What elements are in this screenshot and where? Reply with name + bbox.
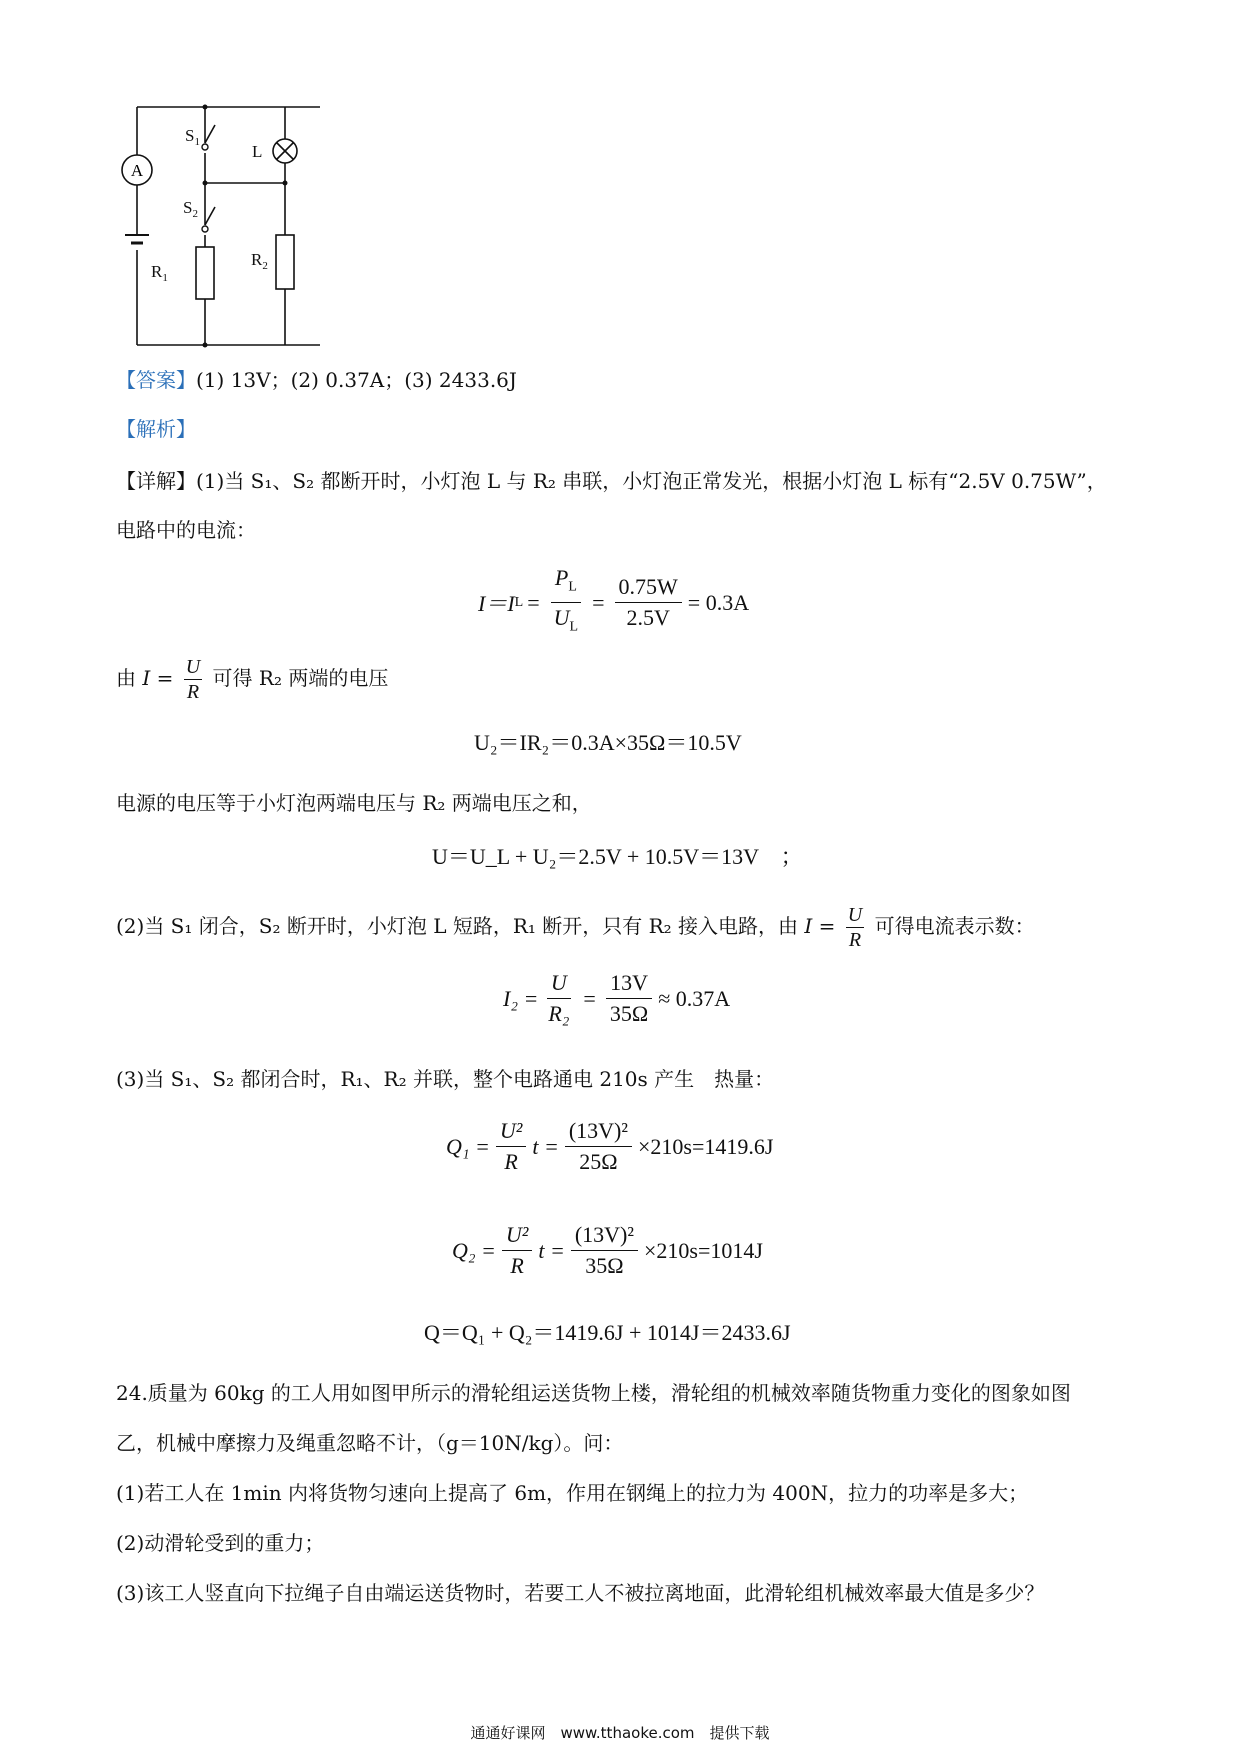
analysis-tag: 【解析】 [116, 417, 196, 441]
r2-label: R [251, 250, 263, 269]
eq5-lhs: Q₁ = [446, 1133, 490, 1159]
eq1-f2-num: 0.75W [615, 574, 682, 603]
line5-pre: (2)当 S₁ 闭合，S₂ 断开时，小灯泡 L 短路，R₁ 断开，只有 R₂ 接入电路，由 [116, 914, 799, 938]
eq4-fraction-values [606, 970, 652, 1027]
question-24-q1: (1)若工人在 1min 内将货物匀速向上提高了 6m，作用在钢绳上的拉力为 400N，拉力的功率是多大； [116, 1481, 1029, 1505]
eq1-result: = 0.3A [687, 589, 750, 615]
eq5-t: t = [532, 1133, 559, 1159]
r1-label: R [151, 262, 163, 281]
eq5-f1-num: U² [496, 1118, 526, 1147]
eq6-lhs: Q₂ = [452, 1237, 496, 1263]
eq1-f2-den: 2.5V [626, 605, 670, 631]
equation-q1 [446, 1118, 773, 1175]
eq4-f2-den: 35Ω [609, 1001, 649, 1026]
eq5-f2-den: 25Ω [579, 1149, 618, 1174]
detail-line-4: 电源的电压等于小灯泡两端电压与 R₂ 两端电压之和， [116, 791, 592, 815]
eq1-lhs: I＝I [478, 591, 515, 617]
eq1-f1-den: U [553, 605, 570, 631]
line5-post: 可得电流表示数： [874, 914, 1035, 938]
line3-num: U [185, 656, 201, 678]
line5-num: U [847, 904, 863, 926]
ammeter-label: A [130, 161, 144, 180]
equation-u2: U₂＝IR₂＝0.3A×35Ω＝10.5V [474, 730, 742, 755]
line3-fraction [184, 655, 202, 704]
eq1-f1-num: P [554, 565, 569, 590]
detail-tag: 【详解】 [116, 469, 196, 493]
answer-text: (1) 13V；(2) 0.37A；(3) 2433.6J [196, 368, 517, 392]
svg-text:R1 [151, 262, 168, 284]
svg-text:S1 [185, 126, 200, 148]
eq6-result: ×210s=1014J [643, 1237, 763, 1263]
s2-label: S [183, 198, 193, 217]
eq5-fraction-symbolic [496, 1118, 526, 1175]
eq6-t: t = [538, 1237, 565, 1263]
r2-sub: 2 [262, 260, 268, 272]
s1-sub: 1 [194, 136, 200, 148]
s1-label: S [185, 126, 195, 145]
eq4-fraction-symbolic [544, 970, 573, 1027]
answer-tag: 【答案】 [116, 368, 196, 392]
eq4-f2-num: 13V [606, 970, 652, 999]
eq1-lhs-sub: L [514, 594, 524, 610]
svg-text:R2 [251, 250, 268, 272]
page-footer: 通通好课网 www.tthaoke.com 提供下载 [470, 1724, 770, 1742]
line5-den: R [848, 929, 862, 951]
eq1-f1-num-sub: L [568, 579, 577, 595]
answer-line [116, 365, 517, 395]
eq1-fraction-values [615, 574, 682, 631]
eq6-f1-num: U² [502, 1222, 532, 1251]
equation-q-total: Q＝Q₁ + Q₂＝1419.6J + 1014J＝2433.6J [424, 1320, 791, 1345]
line3-i: I = [142, 666, 174, 690]
line5-fraction [846, 903, 864, 952]
eq5-fraction-values [565, 1118, 632, 1175]
eq4-f1-num: U [547, 970, 571, 999]
eq6-f2-num: (13V)² [571, 1222, 638, 1251]
line3-pre: 由 [116, 666, 136, 690]
eq4-result: ≈ 0.37A [658, 985, 731, 1011]
equation-u-total: U＝U_L + U₂＝2.5V + 10.5V＝13V ； [432, 844, 803, 869]
equation-q2 [452, 1222, 763, 1279]
eq6-fraction-values [571, 1222, 638, 1279]
circuit-diagram [115, 95, 345, 355]
question-24-q3: (3)该工人竖直向下拉绳子自由端运送货物时，若要工人不被拉离地面，此滑轮组机械效率最大值是多少？ [116, 1581, 1045, 1605]
eq5-f2-num: (13V)² [565, 1118, 632, 1147]
eq4-lhs: I₂ = [503, 985, 539, 1011]
eq5-f1-den: R [504, 1149, 518, 1174]
line3-den: R [186, 681, 200, 703]
detail-line-2: 电路中的电流： [116, 518, 256, 542]
eq6-f1-den: R [510, 1253, 524, 1278]
lamp-label: L [252, 142, 263, 161]
question-24-q2: (2)动滑轮受到的重力； [116, 1531, 325, 1555]
detail-line-1 [116, 466, 1107, 496]
equation-current: I＝I L = $\frac{P_L}{U_L}$ = $\frac{0.75W}{2.5V}$ = 0.3A [478, 565, 749, 641]
equation-i2: I₂ = $\frac{U}{\text{R₂}}$ = $\frac{13V}{35\Omega}$ ≈ 0.37A [503, 970, 731, 1026]
detail-line-5 [116, 903, 1035, 952]
detail-line-3 [116, 655, 388, 704]
r1-sub: 1 [162, 272, 168, 284]
detail-text-1: (1)当 S₁、S₂ 都断开时，小灯泡 L 与 R₂ 串联，小灯泡正常发光，根据小灯泡 L 标有“2.5V 0.75W”， [196, 469, 1107, 493]
question-24-line-2: 乙，机械中摩擦力及绳重忽略不计，（g＝10N/kg）。问： [116, 1431, 624, 1455]
eq1-fraction-symbolic [550, 565, 582, 641]
eq6-f2-den: 35Ω [585, 1253, 624, 1278]
eq4-f1-den: R₂ [548, 1001, 570, 1026]
line3-post: 可得 R₂ 两端的电压 [212, 666, 389, 690]
line5-i: I = [804, 914, 836, 938]
analysis-line [116, 414, 196, 444]
detail-line-6: (3)当 S₁、S₂ 都闭合时，R₁、R₂ 并联，整个电路通电 210s 产生 热量： [116, 1067, 775, 1091]
svg-text:S2 [183, 198, 198, 220]
eq1-f1-den-sub: L [569, 619, 579, 635]
eq5-result: ×210s=1419.6J [637, 1133, 774, 1159]
s2-sub: 2 [192, 208, 198, 220]
question-24-line-1: 24.质量为 60kg 的工人用如图甲所示的滑轮组运送货物上楼，滑轮组的机械效率随货物重力变化的图象如图 [116, 1381, 1071, 1405]
eq6-fraction-symbolic [502, 1222, 532, 1279]
